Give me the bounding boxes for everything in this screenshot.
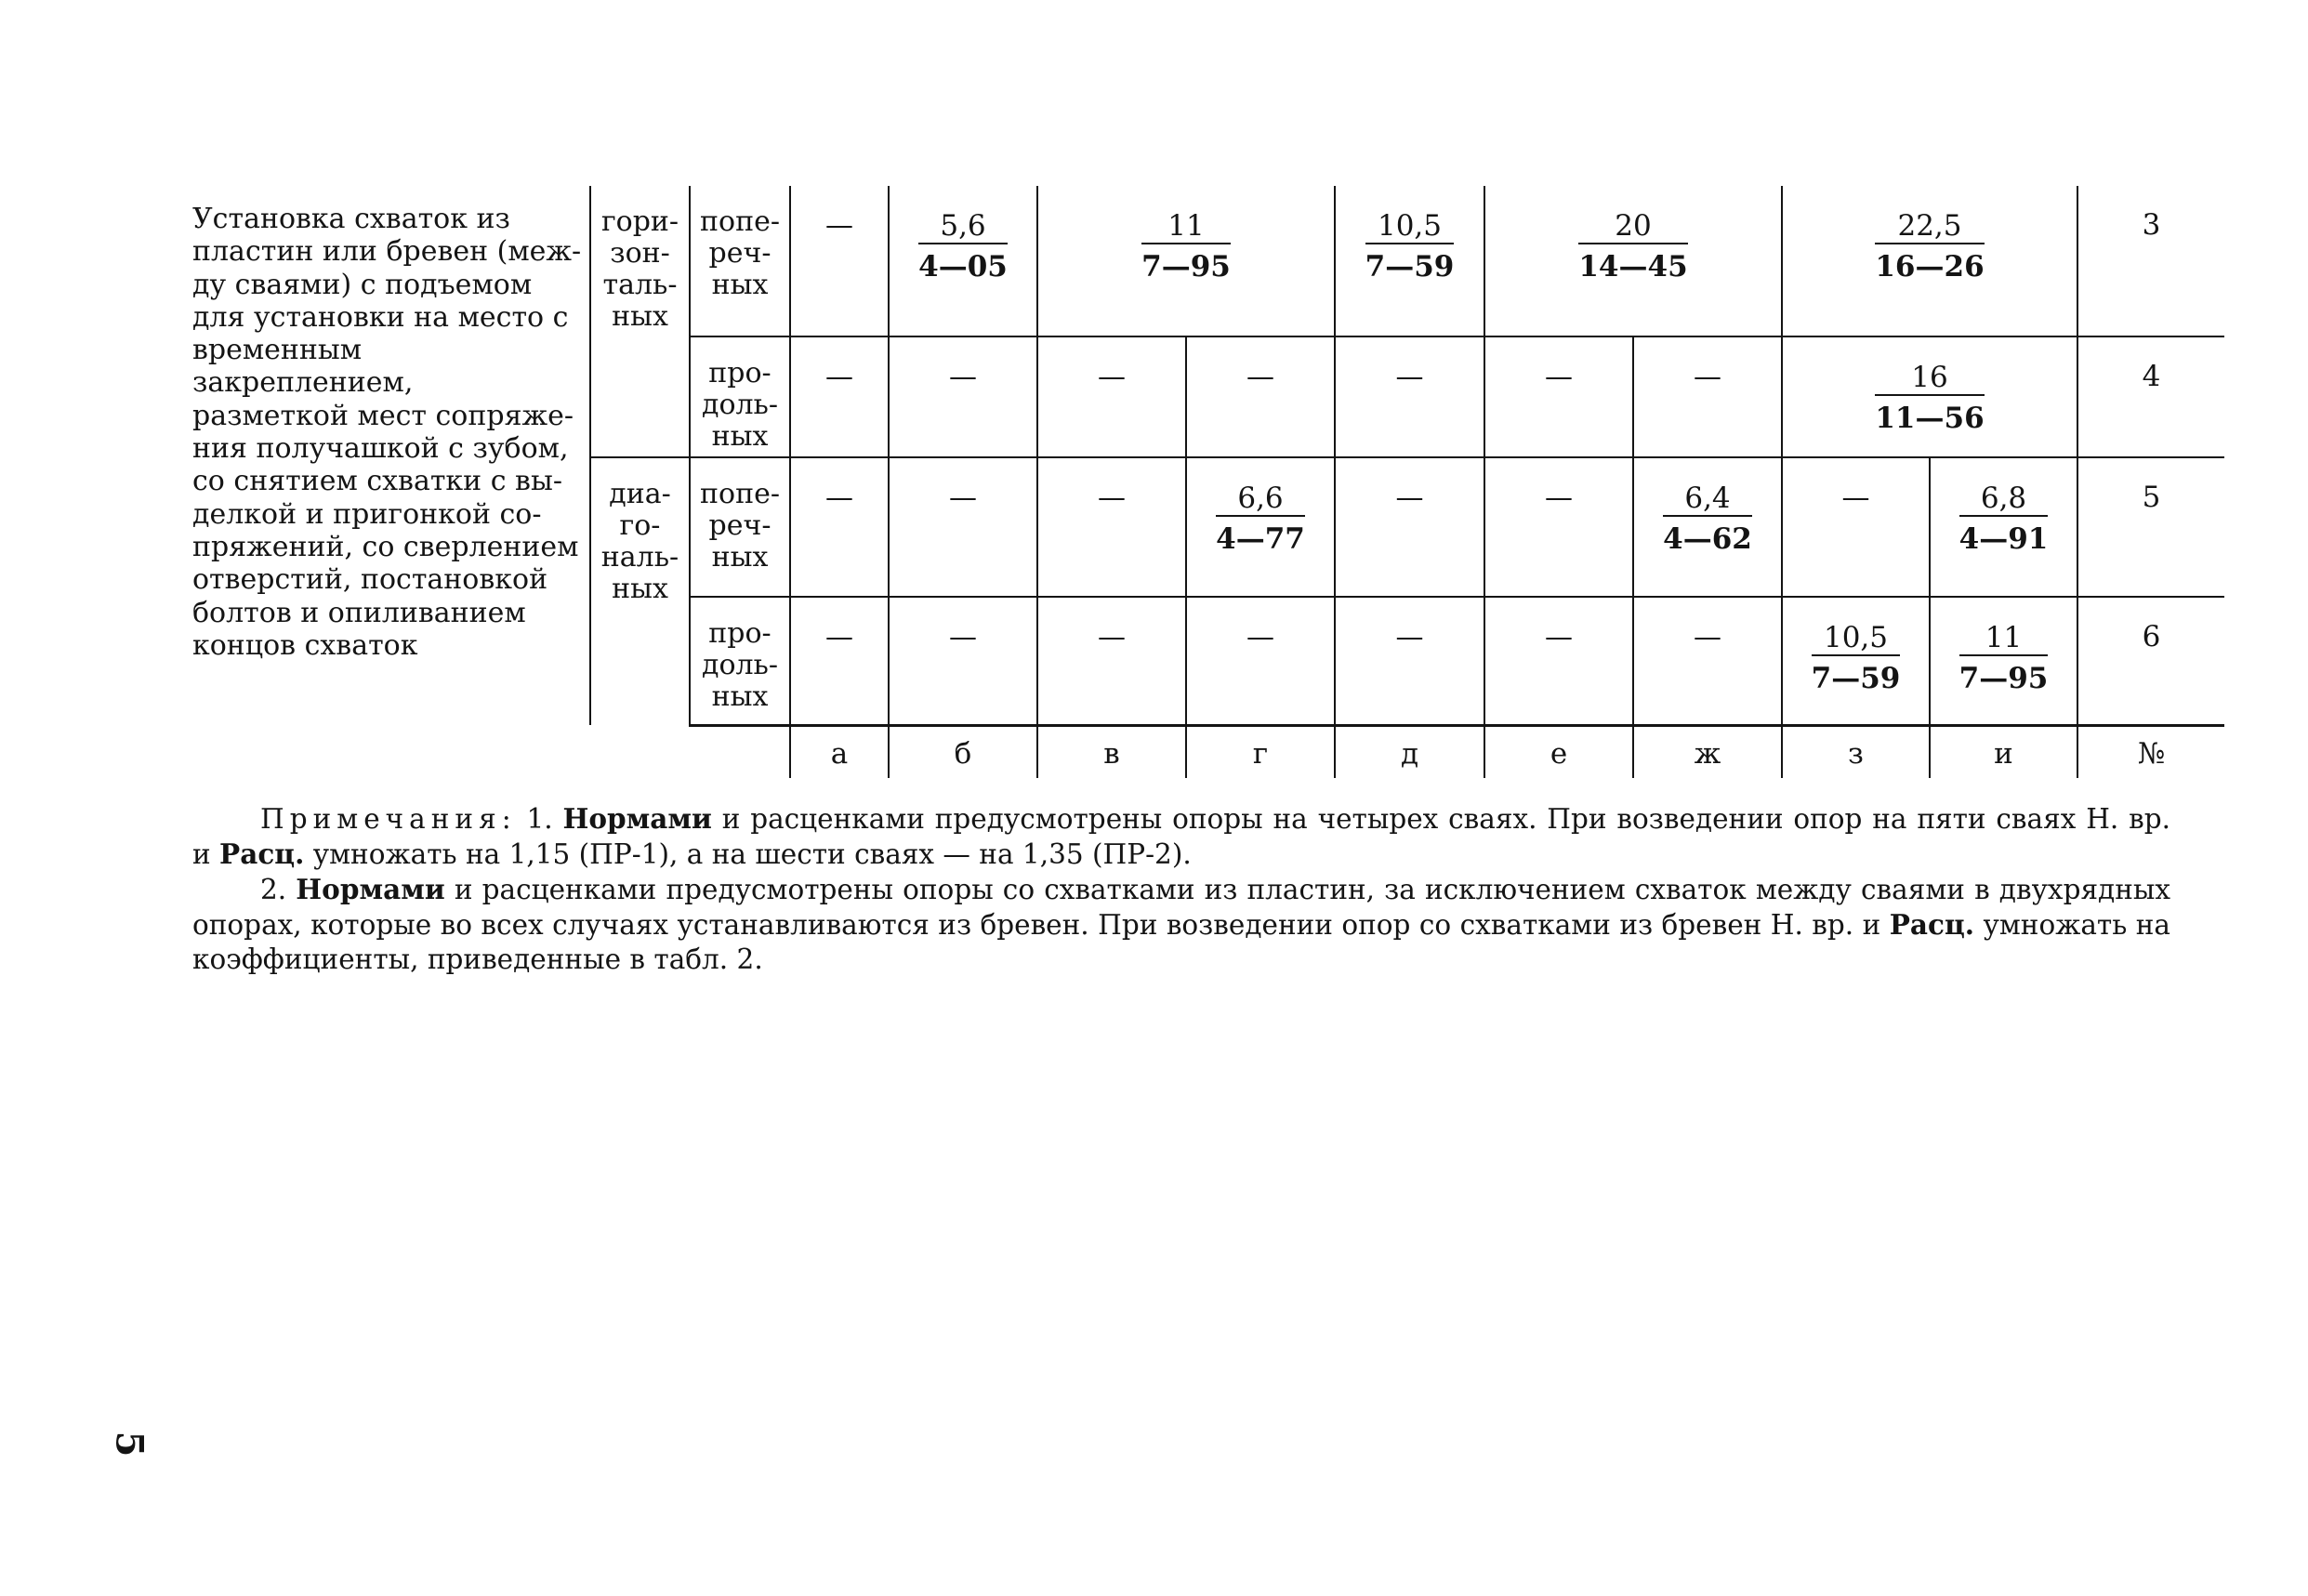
cell-b: — [889, 336, 1037, 457]
sub-label-longitudinal: про- доль- ных [690, 336, 790, 457]
norms-table [192, 186, 2308, 778]
fraction: $\frac{5,6}{4—05}$ [918, 209, 1008, 284]
fraction: $\frac{11}{7—95}$ [1959, 621, 2049, 695]
fraction: $\frac{22,5}{16—26}$ [1875, 209, 1985, 284]
column-number-header: № [2077, 725, 2224, 778]
group-label-horizontal: гори- зон- таль- ных [590, 186, 690, 457]
cell-e: — [1484, 597, 1633, 725]
cell-e: — [1484, 336, 1633, 457]
cell-v: — [1037, 457, 1186, 597]
cell-a: — [790, 336, 889, 457]
fraction: $\frac{6,4}{4—62}$ [1663, 481, 1752, 556]
fraction: $\frac{20}{14—45}$ [1578, 209, 1688, 284]
fraction: $\frac{11}{7—95}$ [1141, 209, 1231, 284]
cell-g: — [1186, 336, 1335, 457]
cell-z [1782, 597, 1930, 725]
fraction: $\frac{10,5}{7—59}$ [1365, 209, 1455, 284]
cell-ezh [1484, 186, 1782, 336]
cell-zh [1633, 457, 1782, 597]
fraction: $\frac{10,5}{7—59}$ [1811, 621, 1901, 695]
column-letter: е [1484, 725, 1633, 778]
column-letter: б [889, 725, 1037, 778]
cell-b: — [889, 597, 1037, 725]
column-letter: ж [1633, 725, 1782, 778]
column-letters-row [192, 725, 2308, 778]
cell-i [1930, 457, 2077, 597]
cell-zi [1782, 186, 2077, 336]
fraction: $\frac{6,8}{4—91}$ [1959, 481, 2049, 556]
column-letter: г [1186, 725, 1335, 778]
cell-b: — [889, 457, 1037, 597]
cell-v: — [1037, 336, 1186, 457]
cell-a: — [790, 186, 889, 336]
table-row-3 [192, 186, 2308, 336]
row-number: 3 [2077, 186, 2224, 336]
column-letter: д [1335, 725, 1484, 778]
cell-g: — [1186, 597, 1335, 725]
sub-label-transverse: попе- реч- ных [690, 457, 790, 597]
notes-block [192, 801, 2170, 977]
column-letter: а [790, 725, 889, 778]
page-number: 5 [107, 1431, 152, 1458]
cell-v: — [1037, 597, 1186, 725]
work-description: Установка схваток из пластин или бревен (меж- ду сваями) с подъемом для установки на место с временным закреплением, разметкой мест сопряже- ния получашкой с зубом, со снятием схватки с вы- делкой и пригонкой со- пряжений, со сверлением отверстий, постановкой болтов и опиливанием концов схваток [192, 203, 582, 662]
cell-a: — [790, 597, 889, 725]
row-number: 6 [2077, 597, 2224, 725]
fraction: $\frac{6,6}{4—77}$ [1216, 481, 1305, 556]
cell-e: — [1484, 457, 1633, 597]
row-number: 4 [2077, 336, 2224, 457]
row-number: 5 [2077, 457, 2224, 597]
cell-d: — [1335, 457, 1484, 597]
cell-d: — [1335, 597, 1484, 725]
column-letter: в [1037, 725, 1186, 778]
note-1: Примечания: 1. Нормами и расценками предусмотрены опоры на четырех сваях. При возведении опор на пяти сваях Н. вр. и Расц. умножать на 1,15 (ПР-1), а на шести сваях — на 1,35 (ПР-2). [192, 802, 2170, 870]
cell-vg [1037, 186, 1335, 336]
cell-zh: — [1633, 336, 1782, 457]
cell-d [1335, 186, 1484, 336]
cell-d: — [1335, 336, 1484, 457]
cell-zi [1782, 336, 2077, 457]
column-letter: и [1930, 725, 2077, 778]
cell-b [889, 186, 1037, 336]
group-label-diagonal: диа- го- наль- ных [590, 457, 690, 725]
note-2: 2. Нормами и расценками предусмотрены опоры со схватками из пластин, за исключением схваток между сваями в двухрядных опорах, которые во всех случаях устанавливаются из бревен. При возведении опор со схватками из бревен Н. вр. и Расц. умножать на коэффициенты, приведенные в табл. 2. [192, 873, 2170, 975]
cell-zh: — [1633, 597, 1782, 725]
fraction: $\frac{16}{11—56}$ [1875, 361, 1985, 435]
sub-label-transverse: попе- реч- ных [690, 186, 790, 336]
cell-g [1186, 457, 1335, 597]
cell-i [1930, 597, 2077, 725]
cell-a: — [790, 457, 889, 597]
column-letter: з [1782, 725, 1930, 778]
sub-label-longitudinal: про- доль- ных [690, 597, 790, 725]
cell-z: — [1782, 457, 1930, 597]
